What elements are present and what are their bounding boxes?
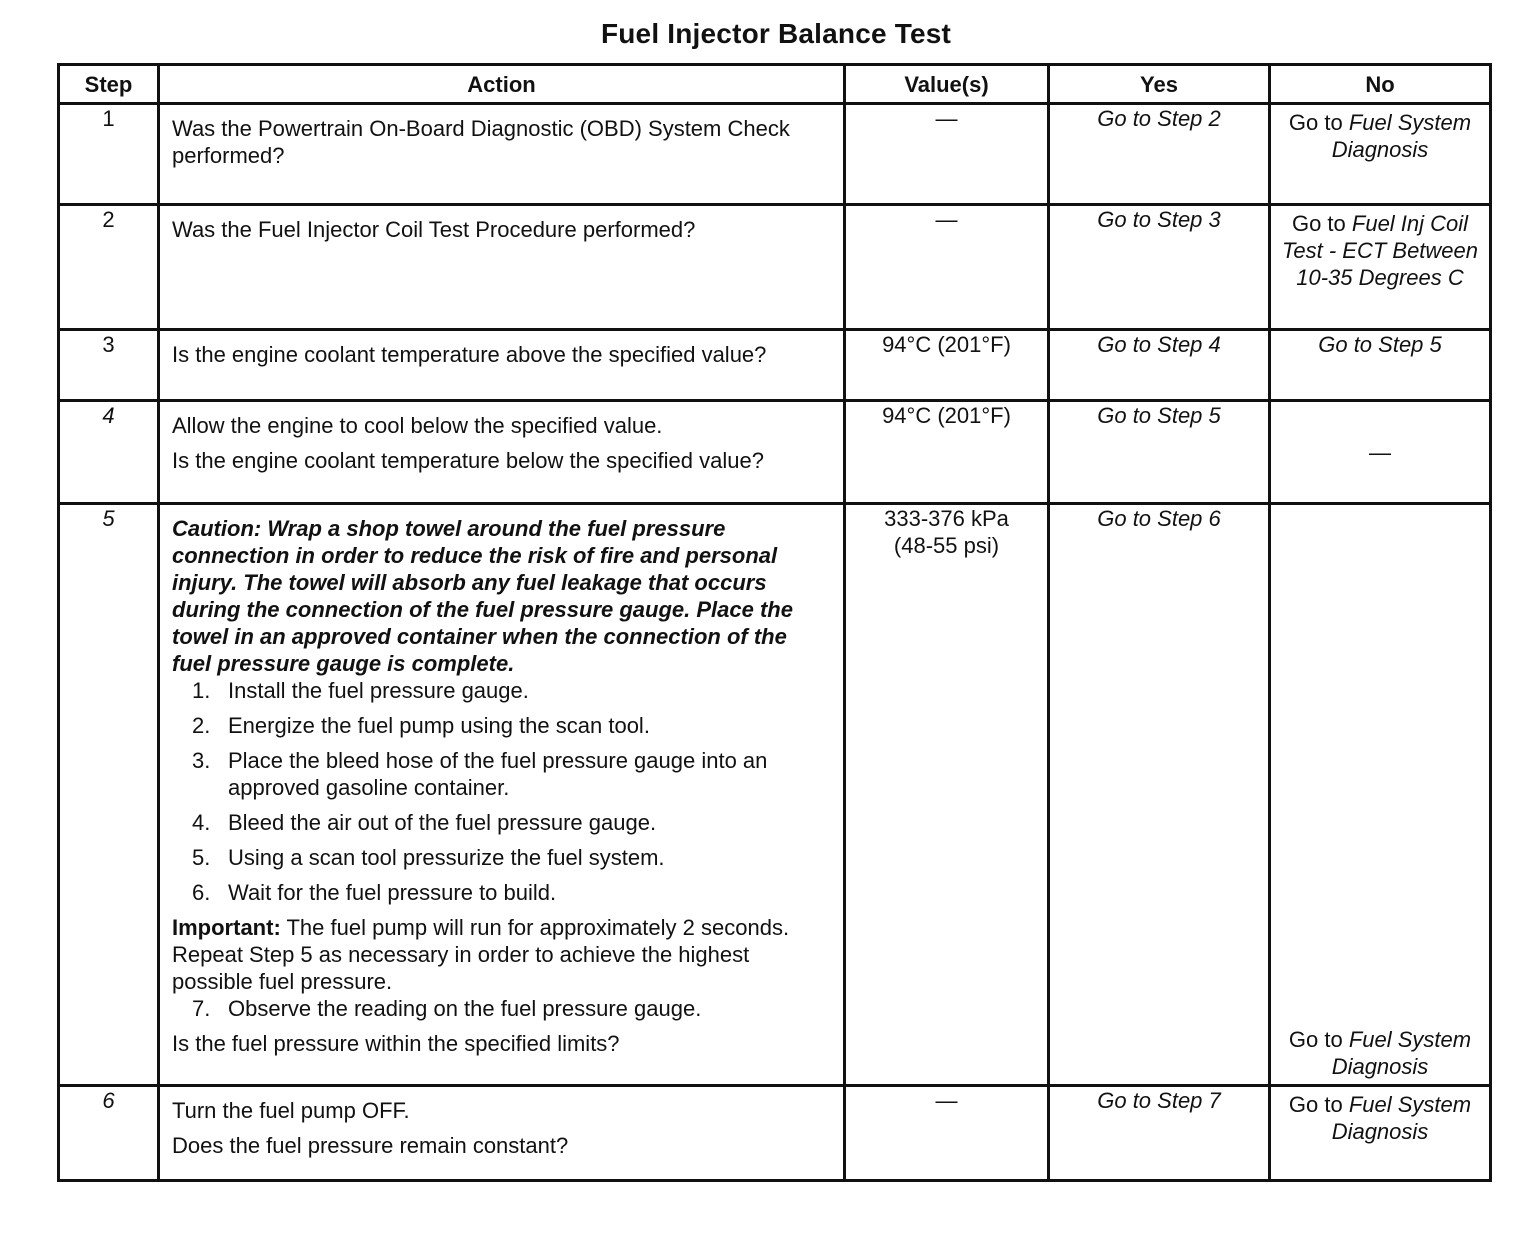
substep-text: Install the fuel pressure gauge. bbox=[228, 678, 529, 703]
action-text: Allow the engine to cool below the specified value. bbox=[172, 413, 663, 438]
yes-link[interactable]: Go to Step 7 bbox=[1049, 1086, 1270, 1181]
important-note bbox=[172, 914, 831, 995]
value-cell: — bbox=[845, 104, 1049, 205]
header-no: No bbox=[1270, 65, 1491, 104]
substep-text: Energize the fuel pump using the scan tool. bbox=[228, 713, 650, 738]
table-row bbox=[59, 401, 1491, 504]
no-prefix: Go to bbox=[1288, 110, 1343, 135]
no-cell bbox=[1270, 1086, 1491, 1181]
action-cell bbox=[159, 205, 845, 330]
yes-link[interactable]: Go to Step 6 bbox=[1049, 504, 1270, 1086]
step-number: 2 bbox=[59, 205, 159, 330]
action-text: Was the Fuel Injector Coil Test Procedure performed? bbox=[172, 217, 696, 242]
action-cell bbox=[159, 330, 845, 401]
substep-number: 3. bbox=[192, 748, 211, 773]
header-yes: Yes bbox=[1049, 65, 1270, 104]
step-number: 3 bbox=[59, 330, 159, 401]
substep-text: Bleed the air out of the fuel pressure gauge. bbox=[228, 810, 657, 835]
substep-text: Observe the reading on the fuel pressure gauge. bbox=[228, 996, 702, 1021]
list-item bbox=[192, 879, 831, 906]
important-label: Important: bbox=[172, 915, 281, 940]
value-cell: 94°C (201°F) bbox=[845, 401, 1049, 504]
no-link[interactable]: Fuel System Diagnosis bbox=[1331, 1027, 1472, 1079]
substep-number: 5. bbox=[192, 845, 211, 870]
table-row bbox=[59, 330, 1491, 401]
no-prefix: Go to bbox=[1288, 1027, 1343, 1052]
diagnostic-table bbox=[57, 63, 1492, 1182]
header-values: Value(s) bbox=[845, 65, 1049, 104]
no-prefix: Go to bbox=[1291, 211, 1346, 236]
substep-number: 2. bbox=[192, 713, 211, 738]
list-item bbox=[192, 844, 831, 871]
no-link[interactable]: Fuel System Diagnosis bbox=[1331, 110, 1472, 162]
yes-link[interactable]: Go to Step 2 bbox=[1049, 104, 1270, 205]
substep-number: 1. bbox=[192, 678, 211, 703]
substep-number: 6. bbox=[192, 880, 211, 905]
list-item bbox=[192, 747, 831, 801]
table-row bbox=[59, 1086, 1491, 1181]
step-number: 5 bbox=[59, 504, 159, 1086]
action-text: Is the engine coolant temperature above the specified value? bbox=[172, 342, 767, 367]
header-action: Action bbox=[159, 65, 845, 104]
table-row bbox=[59, 504, 1491, 1086]
action-question: Is the fuel pressure within the specified limits? bbox=[172, 1031, 620, 1056]
list-item bbox=[192, 809, 831, 836]
no-cell bbox=[1270, 504, 1491, 1086]
list-item bbox=[192, 712, 831, 739]
substep-number: 4. bbox=[192, 810, 211, 835]
no-link[interactable]: Fuel System Diagnosis bbox=[1331, 1092, 1472, 1144]
step-number: 6 bbox=[59, 1086, 159, 1181]
header-step: Step bbox=[59, 65, 159, 104]
substep-text: Using a scan tool pressurize the fuel system. bbox=[228, 845, 665, 870]
yes-link[interactable]: Go to Step 3 bbox=[1049, 205, 1270, 330]
important-text: The fuel pump will run for approximately 2 seconds. Repeat Step 5 as necessary in order to achieve the highest possible fuel pressure. bbox=[172, 915, 790, 994]
action-cell bbox=[159, 104, 845, 205]
value-cell: — bbox=[845, 205, 1049, 330]
value-cell: 94°C (201°F) bbox=[845, 330, 1049, 401]
value-cell: — bbox=[845, 1086, 1049, 1181]
step-number: 1 bbox=[59, 104, 159, 205]
substep-text: Place the bleed hose of the fuel pressure gauge into an approved gasoline container. bbox=[228, 748, 768, 800]
no-cell bbox=[1270, 205, 1491, 330]
substep-list bbox=[172, 995, 831, 1022]
action-cell bbox=[159, 1086, 845, 1181]
value-psi: (48-55 psi) bbox=[893, 533, 1000, 558]
no-link[interactable]: Go to Step 5 bbox=[1270, 330, 1491, 401]
action-cell bbox=[159, 401, 845, 504]
no-link[interactable]: Fuel Inj Coil Test - ECT Between 10-35 Degrees C bbox=[1281, 211, 1479, 290]
no-cell bbox=[1270, 104, 1491, 205]
action-cell bbox=[159, 504, 845, 1086]
yes-link[interactable]: Go to Step 5 bbox=[1049, 401, 1270, 504]
page-title: Fuel Injector Balance Test bbox=[600, 18, 952, 49]
no-cell: — bbox=[1270, 401, 1491, 504]
list-item bbox=[192, 995, 831, 1022]
substep-number: 7. bbox=[192, 996, 211, 1021]
substep-text: Wait for the fuel pressure to build. bbox=[228, 880, 557, 905]
value-cell bbox=[845, 504, 1049, 1086]
step-number: 4 bbox=[59, 401, 159, 504]
table-row bbox=[59, 205, 1491, 330]
caution-text: Caution: Wrap a shop towel around the fuel pressure connection in order to reduce the risk of fire and personal injury. The towel will absorb any fuel leakage that occurs during the connection of the fuel pressure gauge. Place the towel in an approved container when the connection of the fuel pressure gauge is complete. bbox=[172, 516, 793, 676]
table-header-row bbox=[59, 65, 1491, 104]
value-kpa: 333-376 kPa bbox=[884, 506, 1009, 531]
action-question: Does the fuel pressure remain constant? bbox=[172, 1133, 569, 1158]
action-text: Turn the fuel pump OFF. bbox=[172, 1098, 410, 1123]
substep-list bbox=[172, 677, 831, 906]
table-row bbox=[59, 104, 1491, 205]
list-item bbox=[192, 677, 831, 704]
action-question: Is the engine coolant temperature below the specified value? bbox=[172, 448, 764, 473]
yes-link[interactable]: Go to Step 4 bbox=[1049, 330, 1270, 401]
action-text: Was the Powertrain On-Board Diagnostic (OBD) System Check performed? bbox=[172, 116, 790, 168]
no-prefix: Go to bbox=[1288, 1092, 1343, 1117]
